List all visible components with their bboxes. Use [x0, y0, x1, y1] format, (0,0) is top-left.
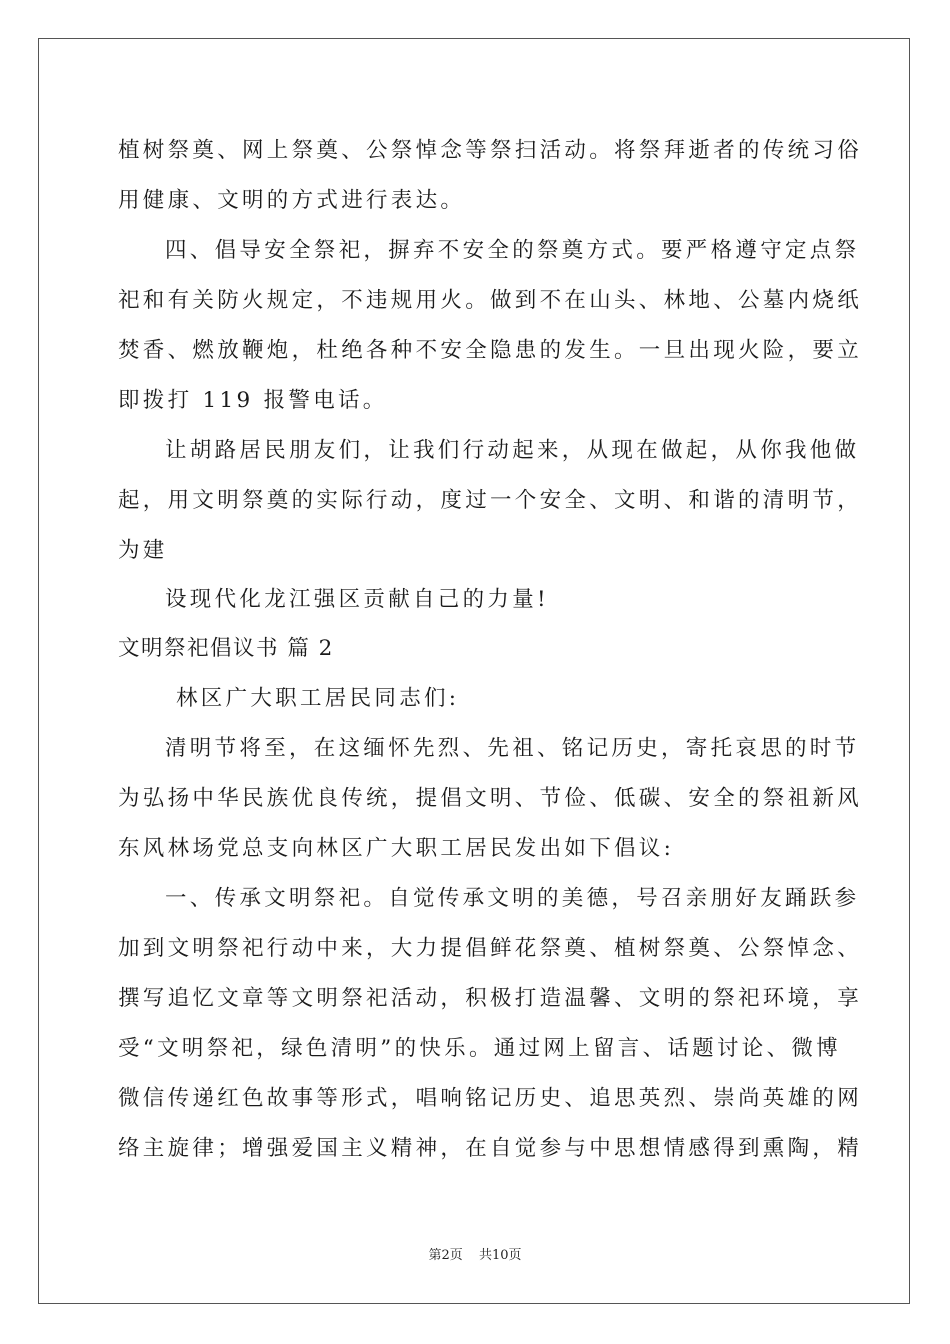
body-text-line: 撰写追忆文章等文明祭祀活动，积极打造温馨、文明的祭祀环境，享	[118, 986, 863, 1011]
body-text-line: 焚香、燃放鞭炮，杜绝各种不安全隐患的发生。一旦出现火险，要立	[118, 338, 863, 363]
body-text-line: 微信传递红色故事等形式，唱响铭记历史、追思英烈、崇尚英雄的网	[118, 1086, 863, 1111]
body-text-line: 让胡路居民朋友们，让我们行动起来，从现在做起，从你我他做	[165, 438, 860, 463]
page-number: 第2页	[428, 1248, 463, 1263]
body-text-line: 为弘扬中华民族优良传统，提倡文明、节俭、低碳、安全的祭祖新风	[118, 786, 863, 811]
body-text-line: 设现代化龙江强区贡献自己的力量!	[165, 587, 549, 612]
page-frame	[38, 38, 910, 1304]
body-text-line: 为建	[118, 538, 168, 563]
body-text-line: 东风林场党总支向林区广大职工居民发出如下倡议:	[118, 836, 675, 861]
salutation: 林区广大职工居民同志们:	[176, 686, 460, 711]
body-text-line: 一、传承文明祭祀。自觉传承文明的美德，号召亲朋好友踊跃参	[165, 886, 860, 911]
body-text-line: 加到文明祭祀行动中来，大力提倡鲜花祭奠、植树祭奠、公祭悼念、	[118, 936, 863, 961]
page-footer	[0, 1244, 950, 1263]
body-text-line: 起，用文明祭奠的实际行动，度过一个安全、文明、和谐的清明节，	[118, 488, 863, 513]
body-text-line: 清明节将至，在这缅怀先烈、先祖、铭记历史，寄托哀思的时节	[165, 736, 860, 761]
body-text-line: 受“文明祭祀，绿色清明”的快乐。通过网上留言、话题讨论、微博	[118, 1036, 841, 1061]
body-text-line: 祀和有关防火规定，不违规用火。做到不在山头、林地、公墓内烧纸	[118, 288, 863, 313]
body-text-line: 四、倡导安全祭祀，摒弃不安全的祭奠方式。要严格遵守定点祭	[165, 238, 860, 263]
page-total: 共10页	[478, 1248, 522, 1263]
body-text-line: 植树祭奠、网上祭奠、公祭悼念等祭扫活动。将祭拜逝者的传统习俗	[118, 138, 863, 163]
section-heading: 文明祭祀倡议书 篇 2	[118, 636, 334, 661]
body-text-line: 络主旋律；增强爱国主义精神，在自觉参与中思想情感得到熏陶，精	[118, 1136, 863, 1161]
body-text-line: 用健康、文明的方式进行表达。	[118, 188, 466, 213]
body-text-line: 即拨打 119 报警电话。	[118, 388, 388, 413]
